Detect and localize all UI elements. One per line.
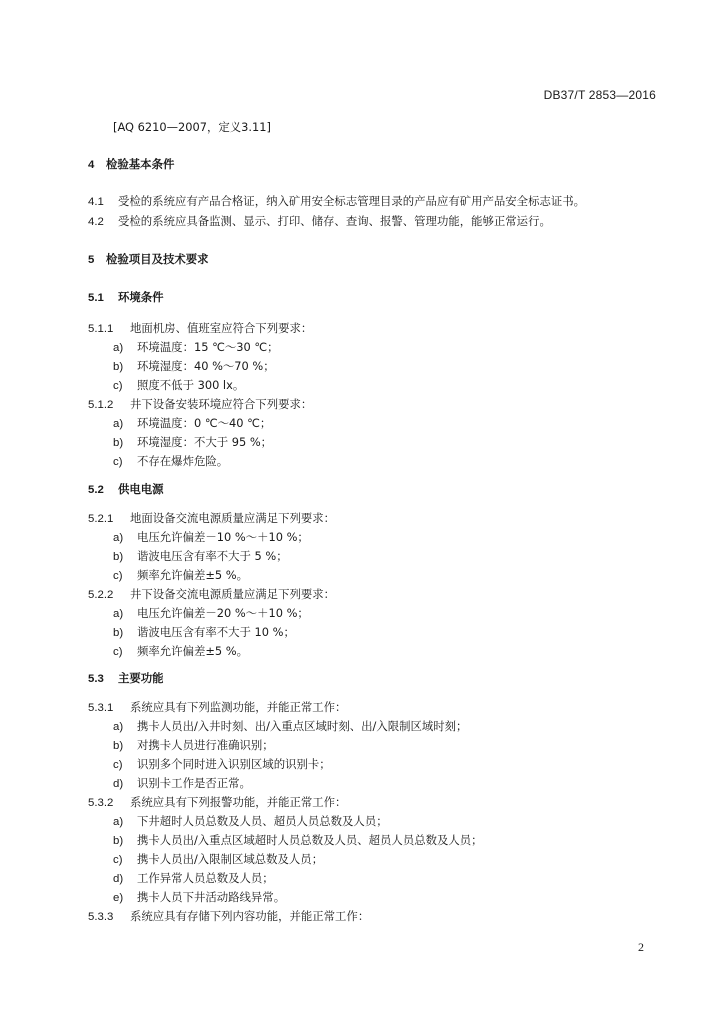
clause-number: 4.2 <box>88 216 104 228</box>
clause-5-1-1 <box>88 320 312 337</box>
list-text: 识别卡工作是否正常。 <box>137 776 251 790</box>
list-item <box>113 358 275 375</box>
clause-text: 受检的系统应具备监测、显示、打印、储存、查询、报警、管理功能，能够正常运行。 <box>118 214 551 228</box>
list-text: 环境温度：15 ℃～30 ℃； <box>137 340 279 354</box>
list-item <box>113 718 467 735</box>
list-text: 电压允许偏差－20 %～＋10 %； <box>137 606 309 620</box>
clause-5-3-3 <box>88 908 369 925</box>
clause-number: 5.1.1 <box>88 323 114 335</box>
list-item <box>113 453 228 470</box>
list-text: 谐波电压含有率不大于 10 %； <box>137 625 295 639</box>
list-label: d) <box>113 778 124 790</box>
clause-number: 4.1 <box>88 196 104 208</box>
list-item <box>113 889 285 906</box>
list-label: a) <box>113 816 124 828</box>
clause-5-2-1 <box>88 510 335 527</box>
clause-text: 井下设备交流电源质量应满足下列要求： <box>130 587 336 601</box>
list-text: 环境湿度：40 %～70 %； <box>137 359 275 373</box>
list-item <box>113 339 279 356</box>
list-item <box>113 851 323 868</box>
clause-text: 系统应具有存储下列内容功能，并能正常工作： <box>130 909 370 923</box>
clause-4-2 <box>88 213 551 230</box>
list-item <box>113 548 288 565</box>
list-item <box>113 415 271 432</box>
section-title: 检验基本条件 <box>106 157 175 171</box>
clause-text: 系统应具有下列报警功能，并能正常工作： <box>130 795 347 809</box>
section-5-heading <box>88 251 209 268</box>
clause-text: 系统应具有下列监测功能，并能正常工作： <box>130 700 347 714</box>
section-5-1-heading <box>88 289 164 306</box>
list-text: 照度不低于 300 lx。 <box>137 378 245 392</box>
list-item <box>113 529 309 546</box>
list-item <box>113 870 274 887</box>
list-label: b) <box>113 835 124 847</box>
list-text: 携卡人员出/入限制区域总数及人员； <box>137 852 324 866</box>
list-label: a) <box>113 532 124 544</box>
clause-text: 井下设备安装环境应符合下列要求： <box>130 397 313 411</box>
standard-code: DB37/T 2853—2016 <box>543 88 656 102</box>
list-label: b) <box>113 361 124 373</box>
list-item <box>113 832 483 849</box>
list-item <box>113 813 388 830</box>
list-label: a) <box>113 418 124 430</box>
list-label: e) <box>113 892 124 904</box>
section-number: 5 <box>88 254 95 266</box>
list-text: 环境温度：0 ℃～40 ℃； <box>137 416 272 430</box>
clause-number: 5.2.1 <box>88 513 114 525</box>
clause-text: 地面设备交流电源质量应满足下列要求： <box>130 511 336 525</box>
clause-number: 5.3.1 <box>88 702 114 714</box>
list-label: a) <box>113 608 124 620</box>
list-text: 携卡人员出/入井时刻、出/入重点区域时刻、出/入限制区域时刻； <box>137 719 468 733</box>
list-text: 对携卡人员进行准确识别； <box>137 738 274 752</box>
clause-number: 5.1.2 <box>88 399 114 411</box>
clause-5-3-1 <box>88 699 346 716</box>
list-text: 谐波电压含有率不大于 5 %； <box>137 549 288 563</box>
list-item <box>113 643 248 660</box>
list-text: 工作异常人员总数及人员； <box>137 871 274 885</box>
section-number: 5.2 <box>88 484 104 496</box>
list-text: 不存在爆炸危险。 <box>137 454 229 468</box>
section-title: 环境条件 <box>118 290 164 304</box>
list-text: 环境湿度：不大于 95 %； <box>137 435 273 449</box>
section-title: 供电电源 <box>118 482 164 496</box>
clause-text: 受检的系统应有产品合格证，纳入矿用安全标志管理目录的产品应有矿用产品安全标志证书。 <box>118 194 586 208</box>
list-label: c) <box>113 854 123 866</box>
list-item <box>113 377 244 394</box>
clause-4-1 <box>88 193 585 210</box>
list-text: 携卡人员下井活动路线异常。 <box>137 890 286 904</box>
section-4-heading <box>88 156 174 173</box>
list-text: 携卡人员出/入重点区域超时人员总数及人员、超员人员总数及人员； <box>137 833 483 847</box>
clause-number: 5.2.2 <box>88 589 114 601</box>
list-item <box>113 624 295 641</box>
clause-5-1-2 <box>88 396 312 413</box>
list-label: b) <box>113 740 124 752</box>
list-label: b) <box>113 627 124 639</box>
section-number: 4 <box>88 159 95 171</box>
list-text: 识别多个同时进入识别区域的识别卡； <box>137 757 331 771</box>
list-item <box>113 756 331 773</box>
section-number: 5.1 <box>88 292 104 304</box>
clause-text: 地面机房、值班室应符合下列要求： <box>130 321 313 335</box>
clause-5-2-2 <box>88 586 335 603</box>
list-text: 频率允许偏差±5 %。 <box>137 644 248 658</box>
page-number: 2 <box>638 940 644 954</box>
list-item <box>113 434 272 451</box>
list-text: 电压允许偏差－10 %～＋10 %； <box>137 530 309 544</box>
clause-number: 5.3.2 <box>88 797 114 809</box>
list-item <box>113 737 274 754</box>
list-item <box>113 567 248 584</box>
list-label: c) <box>113 456 123 468</box>
list-label: c) <box>113 759 123 771</box>
clause-number: 5.3.3 <box>88 911 114 923</box>
section-5-3-heading <box>88 670 164 687</box>
list-label: c) <box>113 646 123 658</box>
section-5-2-heading <box>88 481 164 498</box>
section-number: 5.3 <box>88 673 104 685</box>
list-label: a) <box>113 721 124 733</box>
list-label: b) <box>113 437 124 449</box>
list-label: d) <box>113 873 124 885</box>
section-title: 检验项目及技术要求 <box>106 252 209 266</box>
list-text: 频率允许偏差±5 %。 <box>137 568 248 582</box>
list-label: c) <box>113 380 123 392</box>
list-label: a) <box>113 342 124 354</box>
section-title: 主要功能 <box>118 671 164 685</box>
reference-citation: [AQ 6210—2007，定义3.11] <box>113 120 271 134</box>
list-text: 下井超时人员总数及人员、超员人员总数及人员； <box>137 814 388 828</box>
list-item <box>113 775 251 792</box>
clause-5-3-2 <box>88 794 346 811</box>
list-item <box>113 605 309 622</box>
list-label: c) <box>113 570 123 582</box>
list-label: b) <box>113 551 124 563</box>
